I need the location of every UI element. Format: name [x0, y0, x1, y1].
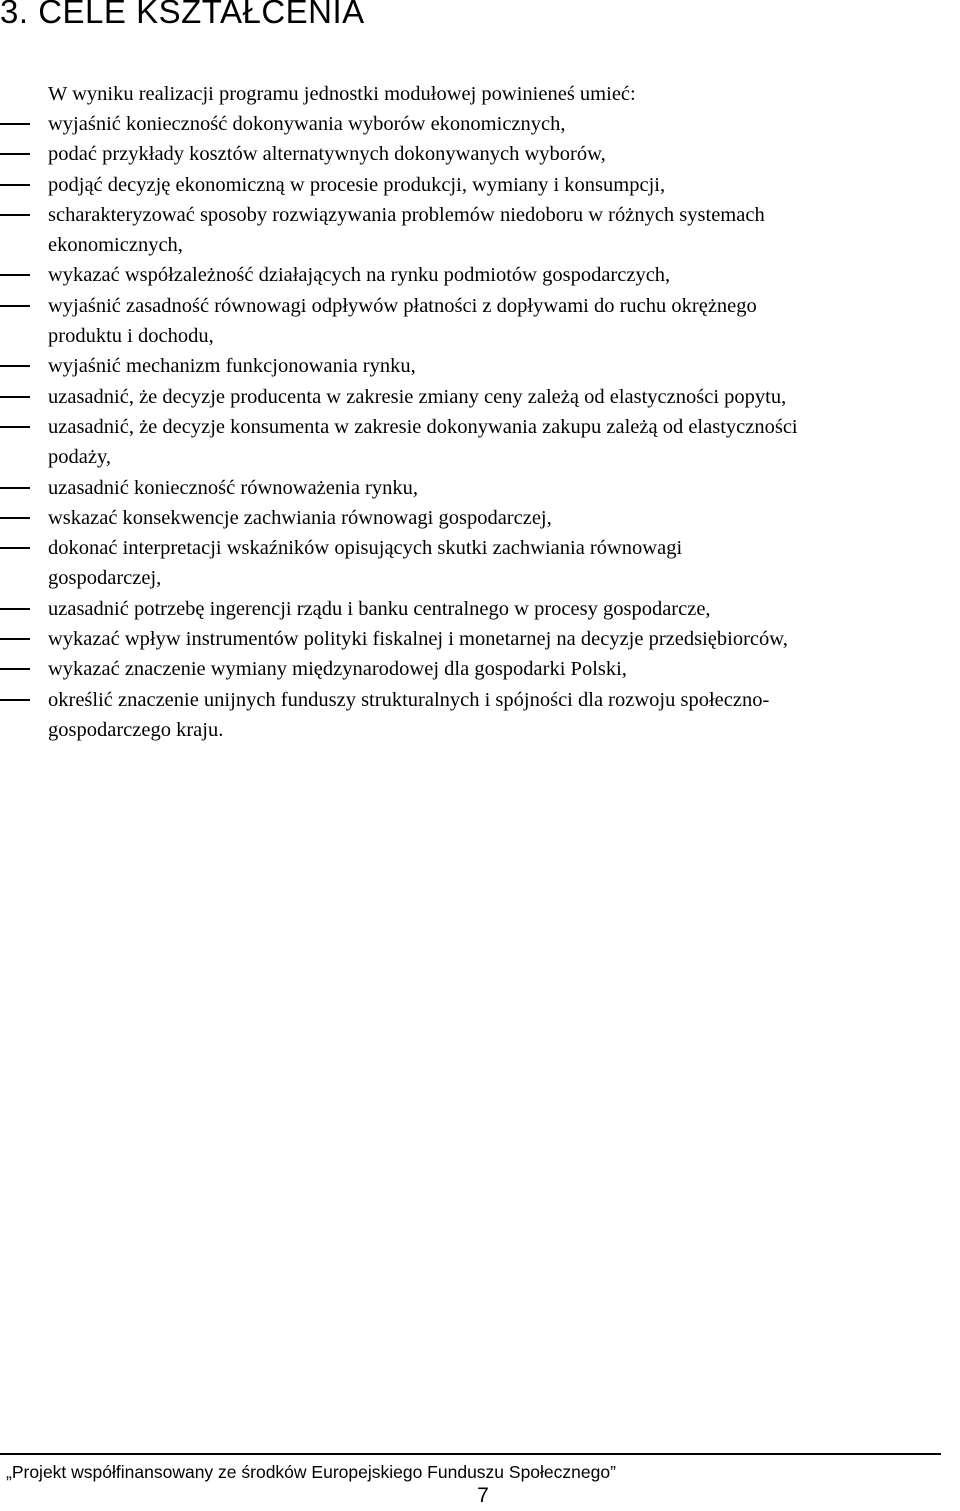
learning-outcome-item — [0, 170, 960, 200]
dash-bullet-icon — [0, 123, 30, 125]
page-number: 7 — [477, 1484, 489, 1507]
dash-bullet-icon — [0, 426, 30, 428]
dash-bullet-icon — [0, 638, 30, 640]
dash-bullet-icon — [0, 153, 30, 155]
dash-bullet-icon — [0, 305, 30, 307]
dash-bullet-icon — [0, 214, 30, 216]
learning-outcome-text-line: gospodarczej, — [48, 567, 162, 590]
learning-outcome-item — [0, 260, 960, 290]
footer-project-text: „Projekt współfinansowany ze środków Europejskiego Funduszu Społecznego” — [6, 1462, 616, 1482]
dash-bullet-icon — [0, 184, 30, 186]
dash-bullet-icon — [0, 608, 30, 610]
learning-outcome-item — [0, 503, 960, 533]
learning-outcome-text-line: uzasadnić, że decyzje producenta w zakresie zmiany ceny zależą od elastyczności popytu, — [48, 385, 787, 408]
learning-outcome-text-line: wyjaśnić mechanizm funkcjonowania rynku, — [48, 355, 416, 378]
dash-bullet-icon — [0, 396, 30, 398]
learning-outcome-text-line: podaży, — [48, 446, 111, 469]
section-heading: 3. CELE KSZTAŁCENIA — [0, 0, 365, 30]
learning-outcome-text-line: podać przykłady kosztów alternatywnych dokonywanych wyborów, — [48, 143, 606, 166]
dash-bullet-icon — [0, 547, 30, 549]
learning-outcome-item — [0, 139, 960, 169]
dash-bullet-icon — [0, 365, 30, 367]
learning-outcome-text-line: wskazać konsekwencje zachwiania równowagi gospodarczej, — [48, 506, 552, 529]
learning-outcome-text-line: uzasadnić konieczność równoważenia rynku, — [48, 476, 418, 499]
learning-outcome-item — [0, 685, 960, 746]
learning-outcome-text-line: uzasadnić, że decyzje konsumenta w zakresie dokonywania zakupu zależą od elastyczności — [48, 415, 798, 438]
dash-bullet-icon — [0, 668, 30, 670]
learning-outcome-item — [0, 654, 960, 684]
learning-outcome-text-line: określić znaczenie unijnych funduszy strukturalnych i spójności dla rozwoju społeczno- — [48, 688, 770, 711]
learning-outcome-item — [0, 473, 960, 503]
learning-outcome-text-line: dokonać interpretacji wskaźników opisujących skutki zachwiania równowagi — [48, 537, 683, 560]
dash-bullet-icon — [0, 517, 30, 519]
learning-outcome-text-line: wykazać współzależność działających na rynku podmiotów gospodarczych, — [48, 264, 671, 287]
learning-outcome-item — [0, 109, 960, 139]
intro-text: W wyniku realizacji programu jednostki modułowej powinieneś umieć: — [48, 83, 636, 105]
learning-outcomes-list — [0, 109, 960, 745]
learning-outcome-item — [0, 200, 960, 261]
dash-bullet-icon — [0, 699, 30, 701]
learning-outcome-item — [0, 533, 960, 594]
learning-outcome-text-line: wyjaśnić konieczność dokonywania wyborów ekonomicznych, — [48, 113, 566, 135]
dash-bullet-icon — [0, 274, 30, 276]
learning-outcome-text-line: uzasadnić potrzebę ingerencji rządu i banku centralnego w procesy gospodarcze, — [48, 597, 711, 620]
learning-outcome-text-line: ekonomicznych, — [48, 234, 183, 257]
learning-outcome-text-line: wykazać wpływ instrumentów polityki fiskalnej i monetarnej na decyzje przedsiębiorców, — [48, 628, 788, 651]
learning-outcome-item — [0, 291, 960, 352]
learning-outcome-item — [0, 382, 960, 412]
learning-outcome-item — [0, 412, 960, 473]
learning-outcome-text-line: wykazać znaczenie wymiany międzynarodowej dla gospodarki Polski, — [48, 658, 627, 681]
dash-bullet-icon — [0, 487, 30, 489]
learning-outcome-text-line: podjąć decyzję ekonomiczną w procesie produkcji, wymiany i konsumpcji, — [48, 173, 666, 196]
learning-outcome-item — [0, 351, 960, 381]
footer-divider — [0, 1453, 941, 1455]
learning-outcome-text-line: scharakteryzować sposoby rozwiązywania problemów niedoboru w różnych systemach — [48, 203, 765, 226]
learning-outcome-text-line: wyjaśnić zasadność równowagi odpływów płatności z dopływami do ruchu okrężnego — [48, 294, 757, 317]
learning-outcome-text-line: gospodarczego kraju. — [48, 718, 224, 741]
learning-outcome-item — [0, 594, 960, 624]
learning-outcome-item — [0, 624, 960, 654]
learning-outcome-text-line: produktu i dochodu, — [48, 325, 214, 348]
